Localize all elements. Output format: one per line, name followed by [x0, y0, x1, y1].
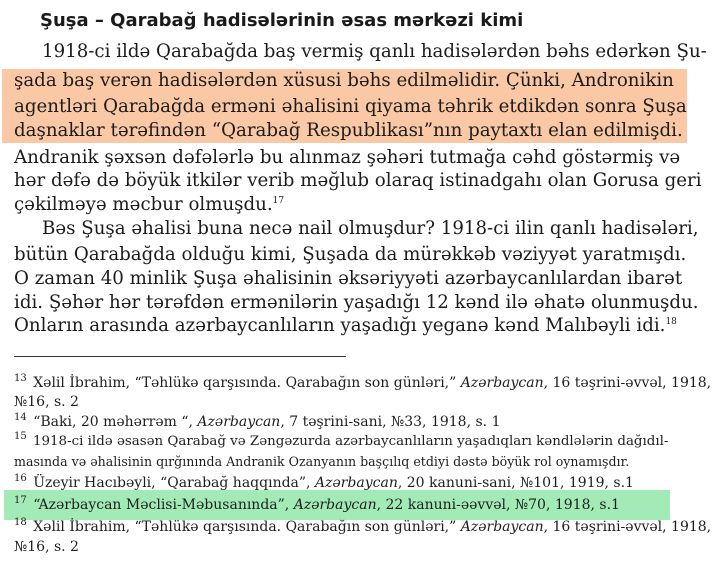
footnote-text: Xəlil İbrahim, “Təhlükə qarşısında. Qarabağın son günləri,” — [33, 375, 461, 391]
footnote-ref-17[interactable]: 17 — [272, 195, 285, 206]
section-heading: Şuşa – Qarabağ hadisələrinin əsas mərkəzi kimi — [40, 10, 524, 31]
footnote-text: Xəlil İbrahim, “Təhlükə qarşısında. Qarabağın son günləri,” — [33, 519, 461, 535]
footnote-source: Azərbaycan — [460, 375, 544, 391]
footnote-source: Azərbaycan — [197, 414, 281, 430]
p2-line-2: bütün Qarabağda olduğu kimi, Şuşada da mürəkkəb vəziyyət yaratmışdı. — [14, 244, 687, 265]
footnote-14 — [14, 414, 500, 430]
footnote-text: , 22 kanuni-əəvvəl, №70, 1918, s.1 — [376, 497, 620, 513]
footnote-ref-18[interactable]: 18 — [665, 316, 677, 327]
p1-line-5: Andranik şəxsən dəfələrlə bu alınmaz şəhəri tutmağa cəhd göstərmiş və — [14, 147, 681, 168]
footnote-source: Azərbaycan — [460, 519, 544, 535]
p2-line-3: O zaman 40 minlik Şuşa əhalisinin əksəriyyəti azərbaycanlılardan ibarət — [14, 268, 683, 289]
footnote-15 — [14, 431, 669, 449]
footnote-separator — [14, 356, 346, 357]
p1-line-6: hər dəfə də böyük itkilər verib məğlub olaraq istinadgahı olan Gorusa geri — [14, 170, 702, 191]
p2-line-4: idi. Şəhər hər tərəfdən ermənilərin yaşadığı 12 kənd ilə əhatə olunmuşdu. — [14, 292, 699, 313]
footnote-17 — [14, 497, 620, 513]
p1-line-7 — [14, 194, 284, 215]
footnote-text: , 16 təşrini-əvvəl, 1918, — [543, 375, 712, 391]
footnote-text: “Azərbaycan Məclisi-Məbusanında”, — [33, 497, 294, 513]
footnote-text: Üzeyir Hacıbəyli, “Qarabağ haqqında”, — [33, 475, 315, 491]
footnote-number: 14 — [14, 412, 27, 423]
p1-line-7-text: çəkilməyə məcbur olmuşdu. — [14, 194, 273, 215]
p1-line-2-highlight: Çünki, Andronikin — [505, 70, 674, 91]
footnote-source: Azərbaycan — [314, 475, 398, 491]
footnote-16 — [14, 475, 634, 491]
footnote-number: 18 — [14, 517, 27, 528]
p1-line-2-plain: şada baş verən hadisələrdən xüsusi bəhs edilməlidir. — [14, 70, 506, 91]
footnote-number: 13 — [14, 373, 27, 384]
footnote-number: 16 — [14, 473, 27, 484]
p2-line-1: Bəs Şuşa əhalisi buna necə nail olmuşdur? 1918-ci ilin qanlı hadisələri, — [42, 218, 699, 239]
footnote-18 — [14, 519, 711, 535]
p1-line-1: 1918-ci ildə Qarabağda baş vermiş qanlı hadisələrdən bəhs edərkən Şu- — [42, 41, 707, 62]
p2-line-5 — [14, 315, 677, 336]
footnote-number: 17 — [14, 495, 27, 506]
footnote-text: , 7 təşrini-sani, №33, 1918, s. 1 — [280, 414, 501, 430]
footnote-text: “Baki, 20 məhərrəm “, — [33, 414, 198, 430]
p1-line-3: agentləri Qarabağda erməni əhalisini qiyama təhrik etdikdən sonra Şuşa — [14, 96, 687, 117]
footnote-13-cont: №16, s. 2 — [14, 394, 79, 410]
footnote-source: Azərbaycan — [293, 497, 377, 513]
footnote-text: , 20 kanuni-sani, №101, 1919, s.1 — [397, 475, 634, 491]
footnote-15-cont: masında və əhalisinin qırğınında Andranik Ozanyanın başçılıq etdiyi dəstə böyük rol oynamışdır. — [14, 454, 630, 469]
footnote-18-cont: №16, s. 2 — [14, 539, 79, 555]
footnote-13 — [14, 375, 711, 391]
p2-line-5-text: Onların arasında azərbaycanlıların yaşadığı yeganə kənd Malıbəyli idi. — [14, 315, 666, 336]
footnote-text: 1918-ci ildə əsasən Qarabağ və Zəngəzurda azərbaycanlıların yaşadıqları kəndlələrin dağıdıl- — [33, 434, 669, 449]
p1-line-2 — [14, 70, 674, 91]
p1-line-4: daşnaklar tərəfindən “Qarabağ Respublikası”nın paytaxtı elan edilmişdi. — [14, 120, 683, 141]
footnote-number: 15 — [14, 431, 27, 442]
footnote-text: , 16 təşrini-əvvəl, 1918, — [543, 519, 712, 535]
